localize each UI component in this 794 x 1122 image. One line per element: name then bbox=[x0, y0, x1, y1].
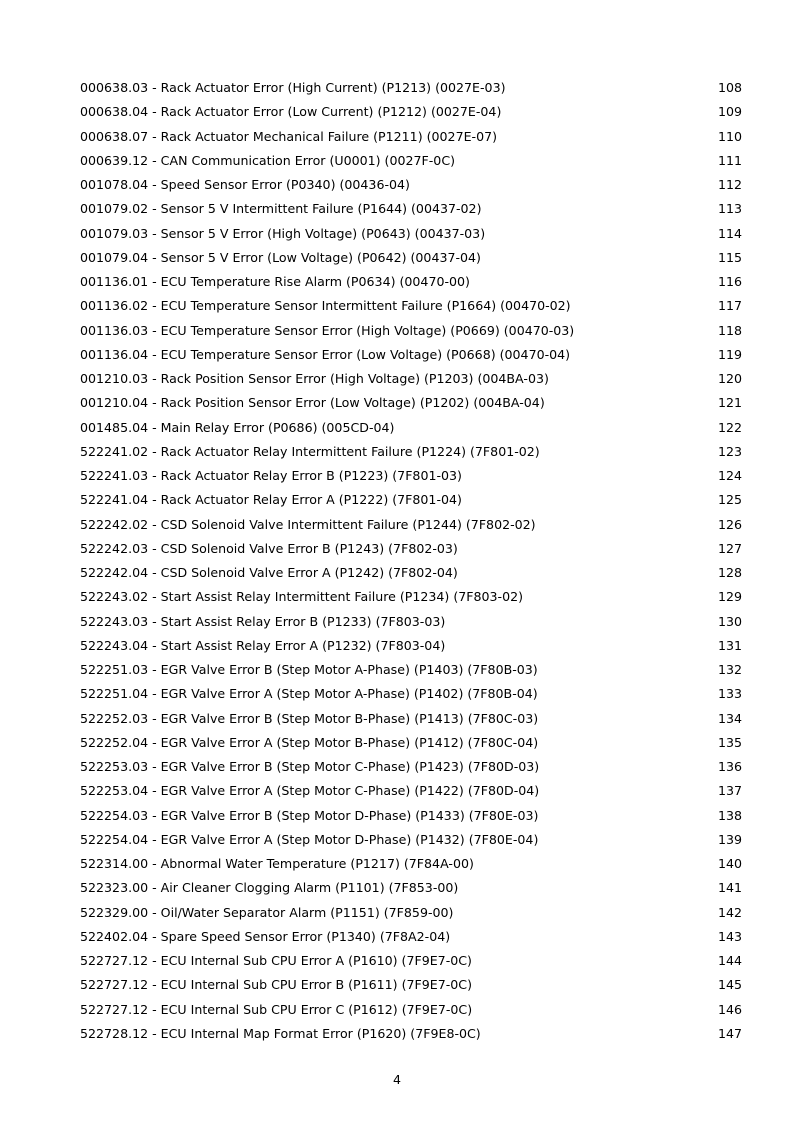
toc-entry-title: 522243.02 - Start Assist Relay Intermittent Failure (P1234) (7F803-02) bbox=[80, 589, 524, 605]
toc-entry bbox=[80, 682, 742, 706]
toc-entry-page-number: 146 bbox=[717, 1001, 742, 1017]
toc-entry bbox=[80, 634, 742, 658]
toc-entry bbox=[80, 391, 742, 415]
toc-entry bbox=[80, 246, 742, 270]
toc-entry-title: 522727.12 - ECU Internal Sub CPU Error B (P1611) (7F9E7-0C) bbox=[80, 977, 472, 993]
toc-entry bbox=[80, 828, 742, 852]
toc-entry-title: 000638.04 - Rack Actuator Error (Low Current) (P1212) (0027E-04) bbox=[80, 104, 502, 120]
toc-entry-page-number: 145 bbox=[717, 977, 742, 993]
toc-entry bbox=[80, 585, 742, 609]
toc-entry-page-number: 113 bbox=[717, 201, 742, 217]
toc-entry-page-number: 133 bbox=[717, 686, 742, 702]
toc-entry-page-number: 119 bbox=[717, 346, 742, 362]
toc-entry bbox=[80, 270, 742, 294]
toc-entry bbox=[80, 343, 742, 367]
toc-entry bbox=[80, 222, 742, 246]
toc-entry-page-number: 126 bbox=[717, 516, 742, 532]
toc-entry bbox=[80, 488, 742, 512]
toc-entry-title: 522402.04 - Spare Speed Sensor Error (P1340) (7F8A2-04) bbox=[80, 928, 451, 944]
toc-entry-title: 000638.07 - Rack Actuator Mechanical Failure (P1211) (0027E-07) bbox=[80, 128, 498, 144]
toc-entry bbox=[80, 876, 742, 900]
toc-entry-page-number: 121 bbox=[717, 395, 742, 411]
toc-entry bbox=[80, 537, 742, 561]
toc-entry bbox=[80, 755, 742, 779]
toc-entry bbox=[80, 998, 742, 1022]
toc-entry-page-number: 114 bbox=[717, 225, 742, 241]
toc-entry-page-number: 108 bbox=[717, 80, 742, 95]
toc-entry-page-number: 137 bbox=[717, 783, 742, 799]
toc-entry bbox=[80, 779, 742, 803]
toc-entry-title: 522241.02 - Rack Actuator Relay Intermittent Failure (P1224) (7F801-02) bbox=[80, 443, 540, 459]
toc-entry-page-number: 129 bbox=[717, 589, 742, 605]
toc-entry-title: 522241.03 - Rack Actuator Relay Error B (P1223) (7F801-03) bbox=[80, 468, 462, 483]
toc-entry-page-number: 142 bbox=[717, 904, 742, 920]
toc-entry-title: 522243.03 - Start Assist Relay Error B (P1233) (7F803-03) bbox=[80, 613, 446, 629]
toc-entry-page-number: 144 bbox=[717, 953, 742, 968]
toc-entry bbox=[80, 100, 742, 124]
toc-entry-page-number: 143 bbox=[717, 928, 742, 944]
toc-entry-page-number: 147 bbox=[717, 1025, 742, 1041]
toc-entry bbox=[80, 658, 742, 682]
toc-entry-page-number: 131 bbox=[717, 637, 742, 653]
toc-entry-title: 001485.04 - Main Relay Error (P0686) (005CD-04) bbox=[80, 419, 395, 435]
toc-entry-page-number: 140 bbox=[717, 856, 742, 871]
toc-entry-title: 000638.03 - Rack Actuator Error (High Current) (P1213) (0027E-03) bbox=[80, 80, 506, 95]
toc-entry-title: 522251.03 - EGR Valve Error B (Step Motor A-Phase) (P1403) (7F80B-03) bbox=[80, 662, 538, 677]
toc-entry-title: 522242.02 - CSD Solenoid Valve Intermittent Failure (P1244) (7F802-02) bbox=[80, 516, 536, 532]
toc-entry-page-number: 130 bbox=[717, 613, 742, 629]
toc-entry bbox=[80, 173, 742, 197]
toc-entry-title: 001136.01 - ECU Temperature Rise Alarm (P0634) (00470-00) bbox=[80, 274, 470, 289]
toc-entry bbox=[80, 125, 742, 149]
toc-entry-title: 522727.12 - ECU Internal Sub CPU Error A (P1610) (7F9E7-0C) bbox=[80, 953, 472, 968]
toc-entry bbox=[80, 416, 742, 440]
toc-entry-title: 522323.00 - Air Cleaner Clogging Alarm (P1101) (7F853-00) bbox=[80, 880, 459, 896]
toc-entry bbox=[80, 707, 742, 731]
toc-entry-page-number: 123 bbox=[717, 443, 742, 459]
toc-entry-title: 001136.02 - ECU Temperature Sensor Intermittent Failure (P1664) (00470-02) bbox=[80, 298, 571, 314]
toc-entry-page-number: 136 bbox=[717, 759, 742, 774]
toc-entry bbox=[80, 852, 742, 876]
toc-entry bbox=[80, 901, 742, 925]
toc-entry-page-number: 141 bbox=[717, 880, 742, 896]
toc-entry-title: 522329.00 - Oil/Water Separator Alarm (P1151) (7F859-00) bbox=[80, 904, 454, 920]
toc-entry-page-number: 128 bbox=[717, 565, 742, 580]
toc-entry-page-number: 110 bbox=[717, 128, 742, 144]
toc-entry-page-number: 124 bbox=[717, 468, 742, 483]
toc-entry-title: 001210.03 - Rack Position Sensor Error (High Voltage) (P1203) (004BA-03) bbox=[80, 371, 549, 386]
toc-entry-page-number: 118 bbox=[717, 322, 742, 338]
toc-entry bbox=[80, 464, 742, 488]
toc-entry-page-number: 112 bbox=[717, 177, 742, 192]
toc-entry bbox=[80, 925, 742, 949]
toc-entry bbox=[80, 76, 742, 100]
toc-entry-title: 001078.04 - Speed Sensor Error (P0340) (00436-04) bbox=[80, 177, 410, 192]
toc-entry-page-number: 134 bbox=[717, 710, 742, 726]
toc-entry bbox=[80, 294, 742, 318]
toc-entry bbox=[80, 804, 742, 828]
toc-entry bbox=[80, 513, 742, 537]
toc-entry-title: 522253.04 - EGR Valve Error A (Step Motor C-Phase) (P1422) (7F80D-04) bbox=[80, 783, 540, 799]
toc-entry bbox=[80, 561, 742, 585]
toc-entry-title: 001079.02 - Sensor 5 V Intermittent Failure (P1644) (00437-02) bbox=[80, 201, 482, 217]
table-of-contents bbox=[80, 76, 742, 1046]
toc-entry-title: 522242.03 - CSD Solenoid Valve Error B (P1243) (7F802-03) bbox=[80, 540, 458, 556]
toc-entry-page-number: 115 bbox=[717, 249, 742, 265]
toc-entry bbox=[80, 197, 742, 221]
page-number: 4 bbox=[392, 1072, 401, 1087]
toc-entry bbox=[80, 610, 742, 634]
toc-entry-title: 001079.04 - Sensor 5 V Error (Low Voltage) (P0642) (00437-04) bbox=[80, 249, 481, 265]
toc-entry-page-number: 125 bbox=[717, 492, 742, 508]
toc-entry bbox=[80, 367, 742, 391]
toc-entry bbox=[80, 319, 742, 343]
toc-entry-title: 522254.04 - EGR Valve Error A (Step Motor D-Phase) (P1432) (7F80E-04) bbox=[80, 831, 539, 847]
toc-entry bbox=[80, 949, 742, 973]
toc-entry-page-number: 117 bbox=[717, 298, 742, 314]
toc-entry bbox=[80, 731, 742, 755]
toc-entry-title: 522243.04 - Start Assist Relay Error A (P1232) (7F803-04) bbox=[80, 637, 446, 653]
toc-entry-title: 522728.12 - ECU Internal Map Format Error (P1620) (7F9E8-0C) bbox=[80, 1025, 481, 1041]
toc-entry-page-number: 135 bbox=[717, 734, 742, 750]
toc-entry-page-number: 139 bbox=[717, 831, 742, 847]
toc-entry bbox=[80, 973, 742, 997]
toc-entry-title: 522253.03 - EGR Valve Error B (Step Motor C-Phase) (P1423) (7F80D-03) bbox=[80, 759, 540, 774]
toc-entry-page-number: 122 bbox=[717, 419, 742, 435]
toc-entry-page-number: 116 bbox=[717, 274, 742, 289]
toc-entry-page-number: 127 bbox=[717, 540, 742, 556]
toc-entry-title: 001210.04 - Rack Position Sensor Error (Low Voltage) (P1202) (004BA-04) bbox=[80, 395, 545, 411]
toc-entry-page-number: 120 bbox=[717, 371, 742, 386]
toc-entry-title: 522252.04 - EGR Valve Error A (Step Motor B-Phase) (P1412) (7F80C-04) bbox=[80, 734, 539, 750]
toc-entry-title: 001136.04 - ECU Temperature Sensor Error (Low Voltage) (P0668) (00470-04) bbox=[80, 346, 571, 362]
toc-entry-title: 522254.03 - EGR Valve Error B (Step Motor D-Phase) (P1433) (7F80E-03) bbox=[80, 807, 539, 823]
toc-entry-title: 522727.12 - ECU Internal Sub CPU Error C (P1612) (7F9E7-0C) bbox=[80, 1001, 473, 1017]
toc-entry bbox=[80, 1022, 742, 1046]
toc-entry-page-number: 109 bbox=[717, 104, 742, 120]
toc-entry-title: 522251.04 - EGR Valve Error A (Step Motor A-Phase) (P1402) (7F80B-04) bbox=[80, 686, 538, 702]
toc-entry-title: 522314.00 - Abnormal Water Temperature (P1217) (7F84A-00) bbox=[80, 856, 474, 871]
toc-entry-title: 000639.12 - CAN Communication Error (U0001) (0027F-0C) bbox=[80, 152, 456, 168]
toc-entry-page-number: 111 bbox=[717, 152, 742, 168]
toc-entry-title: 001136.03 - ECU Temperature Sensor Error (High Voltage) (P0669) (00470-03) bbox=[80, 322, 575, 338]
toc-entry-page-number: 132 bbox=[717, 662, 742, 677]
toc-entry-title: 001079.03 - Sensor 5 V Error (High Voltage) (P0643) (00437-03) bbox=[80, 225, 486, 241]
toc-entry bbox=[80, 440, 742, 464]
toc-entry bbox=[80, 149, 742, 173]
toc-entry-title: 522242.04 - CSD Solenoid Valve Error A (P1242) (7F802-04) bbox=[80, 565, 458, 580]
toc-entry-title: 522252.03 - EGR Valve Error B (Step Motor B-Phase) (P1413) (7F80C-03) bbox=[80, 710, 539, 726]
toc-entry-title: 522241.04 - Rack Actuator Relay Error A (P1222) (7F801-04) bbox=[80, 492, 462, 508]
toc-entry-page-number: 138 bbox=[717, 807, 742, 823]
